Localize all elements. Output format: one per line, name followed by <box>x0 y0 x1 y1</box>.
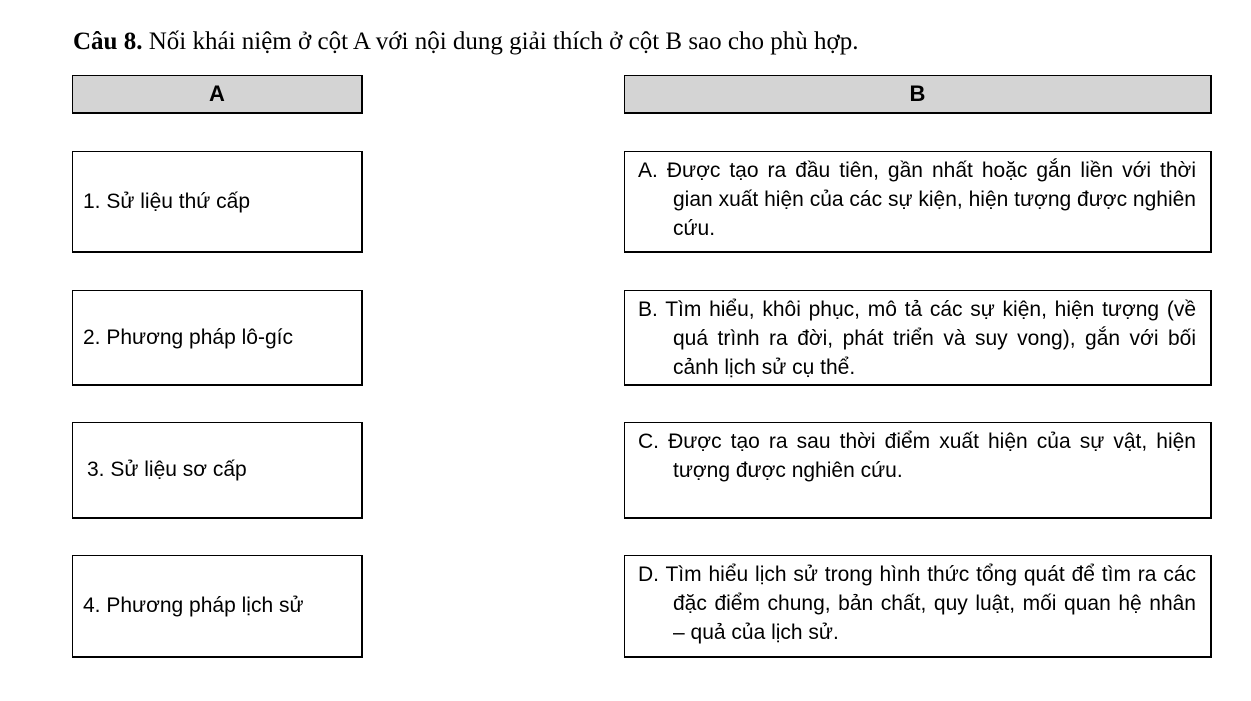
question-prompt <box>73 28 858 56</box>
explanation-box-b[interactable] <box>624 290 1212 386</box>
concept-box-4[interactable] <box>72 555 363 658</box>
explanation-box-c[interactable] <box>624 422 1212 519</box>
column-a-header: A <box>72 75 363 114</box>
explanation-box-d[interactable] <box>624 555 1212 658</box>
concept-box-3[interactable] <box>72 422 363 519</box>
explanation-box-a[interactable] <box>624 151 1212 253</box>
explanation-text: A. Được tạo ra đầu tiên, gần nhất hoặc gắn liền với thời gian xuất hiện của các sự kiện, hiện tượng được nghiên cứu. <box>638 159 1196 240</box>
question-label: Câu 8. <box>73 28 143 55</box>
concept-label: 3. Sử liệu sơ cấp <box>87 458 247 481</box>
explanation-text: D. Tìm hiểu lịch sử trong hình thức tổng quát để tìm ra các đặc điểm chung, bản chất, quy luật, mối quan hệ nhân – quả của lịch sử. <box>638 563 1196 644</box>
concept-label: 4. Phương pháp lịch sử <box>83 594 304 617</box>
explanation-text: C. Được tạo ra sau thời điểm xuất hiện của sự vật, hiện tượng được nghiên cứu. <box>638 430 1196 482</box>
concept-label: 1. Sử liệu thứ cấp <box>83 189 251 213</box>
question-text: Nối khái niệm ở cột A với nội dung giải thích ở cột B sao cho phù hợp. <box>142 28 859 55</box>
concept-label: 2. Phương pháp lô-gíc <box>83 325 293 349</box>
column-b-header: B <box>624 75 1212 114</box>
concept-box-1[interactable] <box>72 151 363 253</box>
concept-box-2[interactable] <box>72 290 363 386</box>
explanation-text: B. Tìm hiểu, khôi phục, mô tả các sự kiện, hiện tượng (về quá trình ra đời, phát triển và suy vong), gắn với bối cảnh lịch sử cụ thể. <box>638 298 1196 379</box>
